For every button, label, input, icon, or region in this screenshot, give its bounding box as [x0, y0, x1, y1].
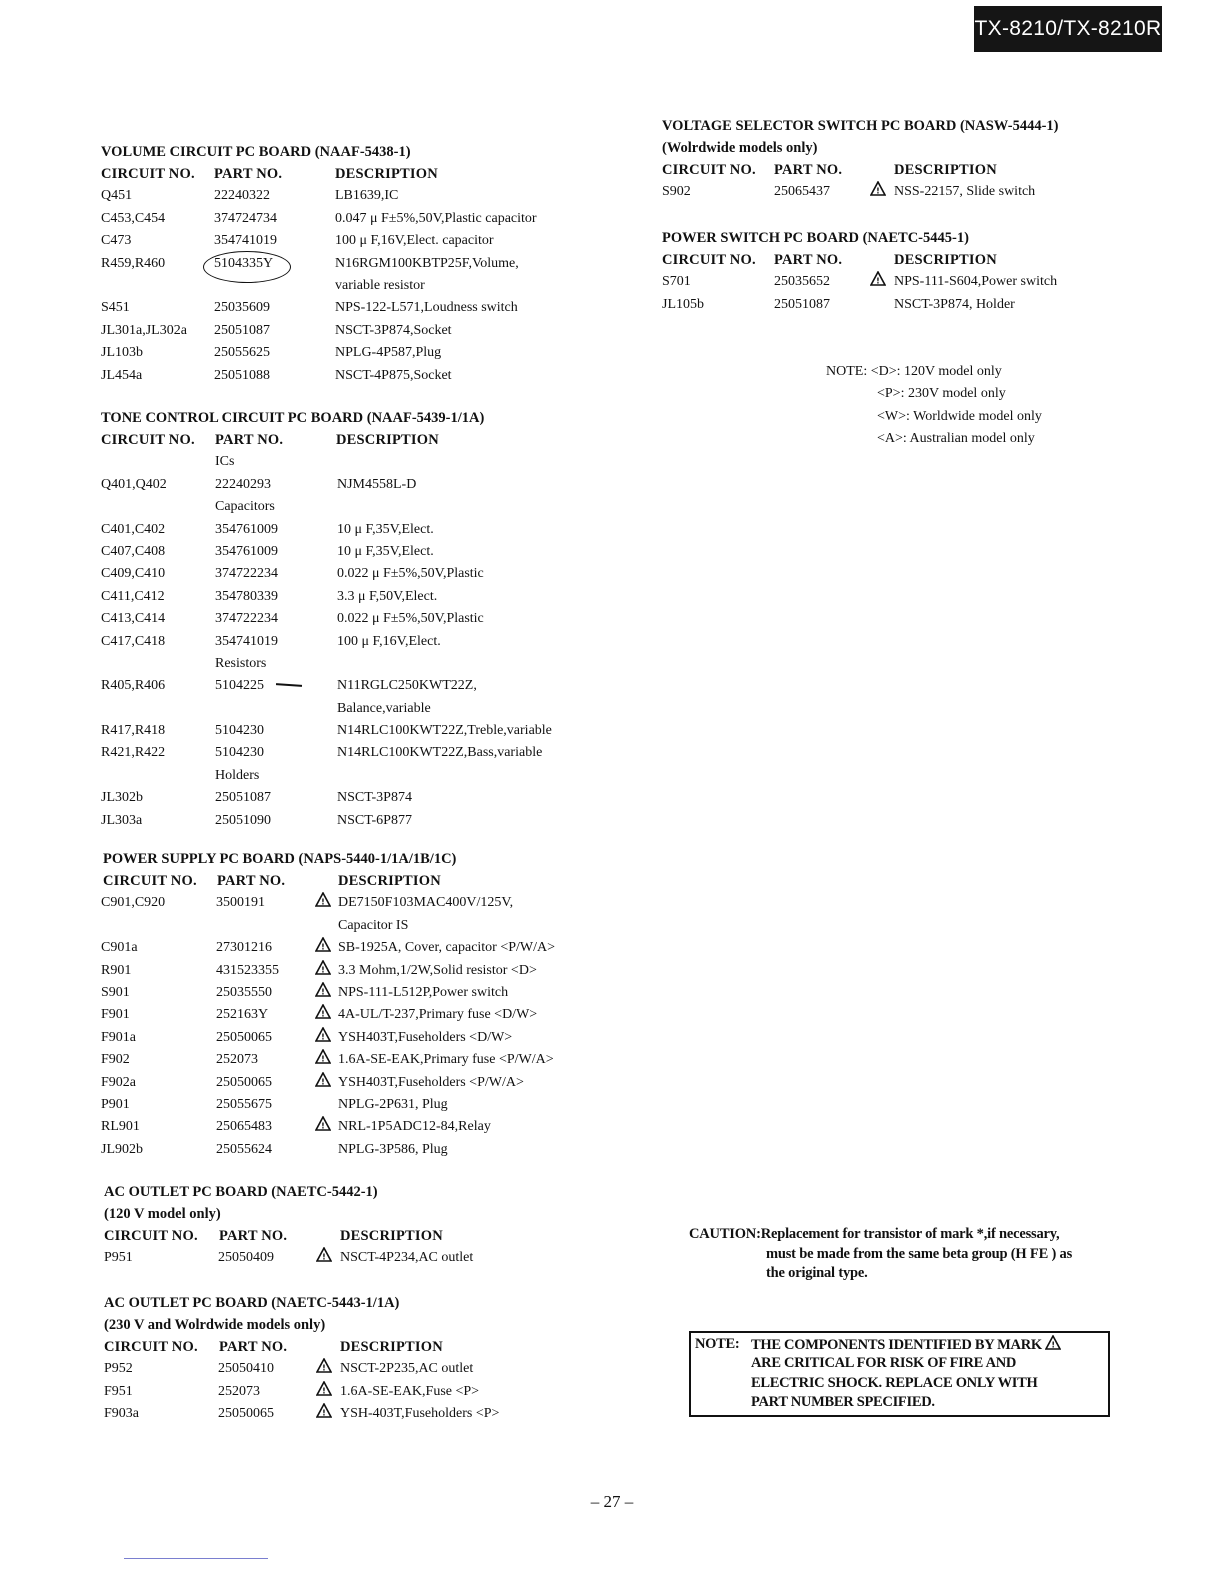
warning-line: THE COMPONENTS IDENTIFIED BY MARK ! [751, 1335, 1061, 1355]
page-number: – 27 – [590, 1492, 634, 1511]
tone-control-section [101, 407, 621, 832]
svg-text:!: ! [321, 897, 325, 907]
part-no: Capacitors [215, 499, 275, 515]
part-no: 25065483 [216, 1119, 272, 1135]
description: NPLG-3P586, Plug [338, 1141, 448, 1157]
circuit-no: JL105b [662, 296, 704, 312]
description: NRL-1P5ADC12-84,Relay [338, 1119, 491, 1135]
description: 0.022 μ F±5%,50V,Plastic [337, 566, 484, 582]
svg-text:!: ! [321, 1121, 325, 1131]
table-row [101, 541, 621, 563]
warning-triangle-icon [315, 892, 331, 908]
power-switch-section [662, 227, 1202, 316]
description: 4A-UL/T-237,Primary fuse <D/W> [338, 1007, 538, 1023]
part-no: 25055624 [216, 1141, 272, 1157]
description: NSCT-2P235,AC outlet [340, 1361, 474, 1377]
circuit-no-header: CIRCUIT NO. [662, 162, 756, 178]
description: 10 μ F,35V,Elect. [337, 543, 434, 559]
description: DE7150F103MAC400V/125V, [338, 895, 514, 911]
svg-text:!: ! [321, 1009, 325, 1019]
table-row [101, 698, 621, 720]
part-no: 25051087 [774, 296, 830, 312]
table-row [103, 1049, 623, 1071]
table-row [103, 1027, 623, 1049]
description: 1.6A-SE-EAK,Fuse <P> [340, 1383, 480, 1399]
table-row [104, 1381, 624, 1403]
description: YSH403T,Fuseholders <D/W> [338, 1029, 513, 1045]
column-header [104, 1225, 624, 1247]
svg-text:!: ! [321, 987, 325, 997]
part-no: 354741019 [214, 233, 277, 249]
circuit-no: P951 [104, 1250, 133, 1266]
caution-line: must be made from the same beta group (H FE ) as [766, 1245, 1073, 1262]
note-line: <P>: 230V model only [877, 386, 1006, 402]
description: 100 μ F,16V,Elect. [337, 633, 441, 649]
table-body [662, 271, 1202, 316]
table-row [662, 181, 1202, 203]
description: N14RLC100KWT22Z,Bass,variable [337, 745, 543, 761]
column-header [104, 1336, 624, 1358]
table-row [101, 519, 621, 541]
table-row [101, 451, 621, 473]
table-body [104, 1358, 624, 1425]
part-no: 22240322 [214, 188, 270, 204]
circuit-no: C901a [101, 940, 138, 956]
table-row [101, 275, 621, 297]
circuit-no: F902a [101, 1074, 136, 1090]
circuit-no-header: CIRCUIT NO. [104, 1339, 198, 1355]
column-header [103, 870, 623, 892]
circuit-no: C417,C418 [101, 633, 166, 649]
description: 1.6A-SE-EAK,Primary fuse <P/W/A> [338, 1052, 554, 1068]
description-header: DESCRIPTION [338, 873, 441, 889]
description-header: DESCRIPTION [336, 432, 439, 448]
circuit-no: R417,R418 [101, 723, 166, 739]
description: LB1639,IC [335, 188, 399, 204]
caution-line: the original type. [766, 1265, 868, 1281]
part-no: 25051087 [215, 790, 271, 806]
section-title: AC OUTLET PC BOARD (NAETC-5442-1) [104, 1184, 378, 1200]
description: NPS-111-L512P,Power switch [338, 984, 509, 1000]
voltage-selector-section [662, 115, 1202, 204]
part-no: 25050410 [218, 1361, 274, 1377]
section-subtitle: (230 V and Wolrdwide models only) [104, 1317, 326, 1333]
description: NPS-111-S604,Power switch [894, 274, 1058, 290]
table-row [101, 563, 621, 585]
table-row [101, 787, 621, 809]
svg-text:!: ! [321, 942, 325, 952]
table-row [103, 960, 623, 982]
part-no: 25035609 [214, 300, 270, 316]
description: 0.047 μ F±5%,50V,Plastic capacitor [335, 210, 537, 226]
circuit-no: C407,C408 [101, 543, 166, 559]
part-no: 25051090 [215, 812, 271, 828]
circuit-no: JL303a [101, 812, 143, 828]
description: NSCT-4P875,Socket [335, 367, 452, 383]
description: NSCT-6P877 [337, 812, 412, 828]
part-no-header: PART NO. [774, 252, 843, 268]
part-no: 354761009 [215, 543, 278, 559]
footer-rule [124, 1558, 268, 1559]
part-no: 25050065 [216, 1029, 272, 1045]
note-label: NOTE: [826, 364, 868, 379]
warning-line: ARE CRITICAL FOR RISK OF FIRE AND [751, 1355, 1017, 1372]
description: NPLG-2P631, Plug [338, 1096, 448, 1112]
description: 3.3 μ F,50V,Elect. [337, 588, 438, 604]
circuit-no: S451 [101, 300, 130, 316]
description: NSCT-3P874, Holder [894, 296, 1015, 312]
part-no: ICs [215, 454, 235, 470]
table-row [101, 810, 621, 832]
part-no: 5104225 [215, 678, 264, 694]
circuit-no: C413,C414 [101, 611, 166, 627]
table-row [101, 631, 621, 653]
description: NSCT-3P874 [337, 790, 412, 806]
description: YSH-403T,Fuseholders <P> [340, 1406, 500, 1422]
table-row [101, 653, 621, 675]
circuit-no: C401,C402 [101, 521, 166, 537]
table-row [101, 208, 621, 230]
table-row [101, 765, 621, 787]
part-no: 25065437 [774, 184, 830, 200]
table-row [101, 608, 621, 630]
circuit-no: S901 [101, 984, 130, 1000]
warning-triangle-icon [315, 1072, 331, 1088]
description-header: DESCRIPTION [335, 166, 438, 182]
description: variable resistor [335, 277, 425, 293]
table-row [101, 720, 621, 742]
part-no: 374724734 [214, 210, 277, 226]
part-no: 25055625 [214, 345, 270, 361]
description: NPLG-4P587,Plug [335, 345, 442, 361]
part-no: 3500191 [216, 895, 265, 911]
description: N14RLC100KWT22Z,Treble,variable [337, 723, 552, 739]
circuit-no: RL901 [101, 1119, 140, 1135]
part-no: 25050065 [218, 1406, 274, 1422]
table-row [662, 294, 1202, 316]
description-header: DESCRIPTION [894, 252, 997, 268]
table-body [103, 892, 623, 1161]
warning-triangle-icon [316, 1403, 332, 1419]
circuit-no: JL302b [101, 790, 143, 806]
part-no-header: PART NO. [774, 162, 843, 178]
circuit-no: C409,C410 [101, 566, 166, 582]
circuit-no-header: CIRCUIT NO. [104, 1228, 198, 1244]
handwritten-circle-mark [203, 251, 291, 283]
part-no: 5104230 [215, 745, 264, 761]
table-row [101, 320, 621, 342]
circuit-no: S902 [662, 184, 691, 200]
caution-note [689, 1225, 1072, 1284]
warning-triangle-icon [315, 960, 331, 976]
circuit-no: Q451 [101, 188, 133, 204]
part-no-header: PART NO. [215, 432, 284, 448]
part-no: 252163Y [216, 1007, 269, 1023]
table-row [103, 1094, 623, 1116]
table-row [104, 1403, 624, 1425]
circuit-no: R405,R406 [101, 678, 166, 694]
svg-text:!: ! [321, 1032, 325, 1042]
part-no: 25050409 [218, 1250, 274, 1266]
table-row [101, 342, 621, 364]
table-row [101, 185, 621, 207]
part-no: 354741019 [215, 633, 278, 649]
table-row [103, 982, 623, 1004]
warning-line: PART NUMBER SPECIFIED. [751, 1394, 935, 1411]
description: NPS-122-L571,Loudness switch [335, 300, 518, 316]
table-body [101, 451, 621, 832]
note-label: NOTE: [695, 1336, 740, 1352]
circuit-no: R459,R460 [101, 255, 166, 271]
part-no: 25051087 [214, 322, 270, 338]
table-row [103, 1004, 623, 1026]
circuit-no: R421,R422 [101, 745, 166, 761]
table-row [101, 496, 621, 518]
part-no: 25035652 [774, 274, 830, 290]
description: N16RGM100KBTP25F,Volume, [335, 255, 519, 271]
description: NSCT-3P874,Socket [335, 322, 452, 338]
part-no: 5104335Y [214, 255, 274, 271]
svg-text:!: ! [322, 1386, 326, 1396]
part-no: 27301216 [216, 940, 272, 956]
circuit-no: C453,C454 [101, 210, 166, 226]
part-no: Resistors [215, 655, 267, 671]
circuit-no: P901 [101, 1096, 130, 1112]
part-no: 25055675 [216, 1096, 272, 1112]
circuit-no: JL301a,JL302a [101, 322, 187, 338]
warning-note-box [689, 1331, 1110, 1417]
circuit-no-header: CIRCUIT NO. [101, 432, 195, 448]
circuit-no: F901 [101, 1007, 130, 1023]
warning-triangle-icon [870, 271, 886, 287]
svg-text:!: ! [321, 1077, 325, 1087]
warning-triangle-icon [870, 181, 886, 197]
svg-text:!: ! [322, 1408, 326, 1418]
circuit-no-header: CIRCUIT NO. [662, 252, 756, 268]
description: NSCT-4P234,AC outlet [340, 1250, 474, 1266]
description: Capacitor IS [338, 917, 409, 933]
warning-triangle-icon [315, 1049, 331, 1065]
table-row [101, 586, 621, 608]
table-row [103, 1139, 623, 1161]
warning-triangle-icon [315, 1116, 331, 1132]
part-no-header: PART NO. [217, 873, 286, 889]
warning-triangle-icon [316, 1247, 332, 1263]
part-no: 252073 [218, 1383, 260, 1399]
part-no: 25051088 [214, 367, 270, 383]
table-body [104, 1247, 624, 1269]
part-no: 374722234 [215, 611, 278, 627]
warning-triangle-icon [316, 1381, 332, 1397]
description: 0.022 μ F±5%,50V,Plastic [337, 611, 484, 627]
svg-text:!: ! [321, 965, 325, 975]
note-line: <A>: Australian model only [877, 430, 1035, 446]
section-title: POWER SUPPLY PC BOARD (NAPS-5440-1/1A/1B/1C) [103, 851, 457, 867]
circuit-no: S701 [662, 274, 691, 290]
circuit-no: JL454a [101, 367, 143, 383]
section-title: TONE CONTROL CIRCUIT PC BOARD (NAAF-5439-1/1A) [101, 410, 485, 426]
svg-text:!: ! [876, 186, 880, 196]
warning-triangle-icon [315, 1027, 331, 1043]
description: NSS-22157, Slide switch [894, 184, 1036, 200]
power-supply-section [103, 848, 623, 1161]
table-row [104, 1247, 624, 1269]
column-header [662, 159, 1202, 181]
column-header [101, 429, 621, 451]
circuit-no: F902 [101, 1052, 130, 1068]
table-row [101, 474, 621, 496]
circuit-no: F903a [104, 1406, 139, 1422]
column-header [662, 249, 1202, 271]
part-no-header: PART NO. [219, 1339, 288, 1355]
section-title: VOLUME CIRCUIT PC BOARD (NAAF-5438-1) [101, 144, 411, 160]
svg-text:!: ! [321, 1054, 325, 1064]
part-no-header: PART NO. [214, 166, 283, 182]
description-header: DESCRIPTION [340, 1339, 443, 1355]
table-row [662, 271, 1202, 293]
circuit-no: C411,C412 [101, 588, 165, 604]
caution-line: CAUTION:Replacement for transistor of mark *,if necessary, [689, 1226, 1060, 1242]
circuit-no: JL103b [101, 345, 143, 361]
svg-text:!: ! [322, 1363, 326, 1373]
description: SB-1925A, Cover, capacitor <P/W/A> [338, 940, 556, 956]
table-body [101, 185, 621, 387]
table-row [103, 1116, 623, 1138]
part-no: 5104230 [215, 723, 264, 739]
svg-text:!: ! [322, 1252, 326, 1262]
description: Balance,variable [337, 700, 431, 716]
table-row [101, 253, 621, 275]
table-row [101, 230, 621, 252]
circuit-no: R901 [101, 962, 132, 978]
table-row [104, 1358, 624, 1380]
description-header: DESCRIPTION [340, 1228, 443, 1244]
section-title: VOLTAGE SELECTOR SWITCH PC BOARD (NASW-5444-1) [662, 118, 1059, 134]
table-row [103, 915, 623, 937]
description: N11RGLC250KWT22Z, [337, 678, 477, 694]
part-no: 354780339 [215, 588, 278, 604]
table-row [103, 1072, 623, 1094]
section-subtitle: (Wolrdwide models only) [662, 140, 818, 156]
circuit-no: C901,C920 [101, 895, 166, 911]
warning-triangle-icon [315, 937, 331, 953]
warning-triangle-icon [315, 982, 331, 998]
note-line: <D>: 120V model only [870, 364, 1002, 379]
description: NJM4558L-D [337, 476, 417, 492]
part-no: Holders [215, 767, 260, 783]
description-header: DESCRIPTION [894, 162, 997, 178]
section-title: AC OUTLET PC BOARD (NAETC-5443-1/1A) [104, 1295, 400, 1311]
circuit-no: C473 [101, 233, 132, 249]
section-subtitle: (120 V model only) [104, 1206, 221, 1222]
part-no: 22240293 [215, 476, 271, 492]
part-no: 252073 [216, 1052, 258, 1068]
circuit-no: F901a [101, 1029, 136, 1045]
warning-triangle-icon [315, 1004, 331, 1020]
circuit-no: JL902b [101, 1141, 143, 1157]
part-no: 374722234 [215, 566, 278, 582]
column-header [101, 163, 621, 185]
warning-line: ELECTRIC SHOCK. REPLACE ONLY WITH [751, 1374, 1038, 1391]
part-no: 25050065 [216, 1074, 272, 1090]
table-row [101, 742, 621, 764]
circuit-no-header: CIRCUIT NO. [101, 166, 195, 182]
table-row [101, 365, 621, 387]
volume-circuit-section [101, 141, 621, 387]
part-no: 354761009 [215, 521, 278, 537]
ac-outlet-230-section [104, 1292, 624, 1426]
part-no: 431523355 [216, 962, 279, 978]
svg-text:!: ! [1051, 1340, 1055, 1350]
section-title: POWER SWITCH PC BOARD (NAETC-5445-1) [662, 230, 969, 246]
table-body [662, 181, 1202, 203]
table-row [103, 937, 623, 959]
description: 100 μ F,16V,Elect. capacitor [335, 233, 494, 249]
description: YSH403T,Fuseholders <P/W/A> [338, 1074, 524, 1090]
table-row [101, 675, 621, 697]
note-line: <W>: Worldwide model only [877, 408, 1042, 424]
circuit-no: P952 [104, 1361, 133, 1377]
svg-text:!: ! [876, 276, 880, 286]
warning-triangle-icon [316, 1358, 332, 1374]
model-badge: TX-8210/TX-8210R [974, 6, 1162, 52]
model-note [826, 361, 1042, 450]
table-row [101, 297, 621, 319]
table-row [103, 892, 623, 914]
circuit-no-header: CIRCUIT NO. [103, 873, 197, 889]
circuit-no: F951 [104, 1383, 133, 1399]
description: 3.3 Mohm,1/2W,Solid resistor <D> [338, 962, 537, 978]
circuit-no: Q401,Q402 [101, 476, 167, 492]
description: 10 μ F,35V,Elect. [337, 521, 434, 537]
part-no-header: PART NO. [219, 1228, 288, 1244]
part-no: 25035550 [216, 984, 272, 1000]
ac-outlet-120-section [104, 1181, 624, 1270]
warning-triangle-icon [1045, 1335, 1061, 1350]
